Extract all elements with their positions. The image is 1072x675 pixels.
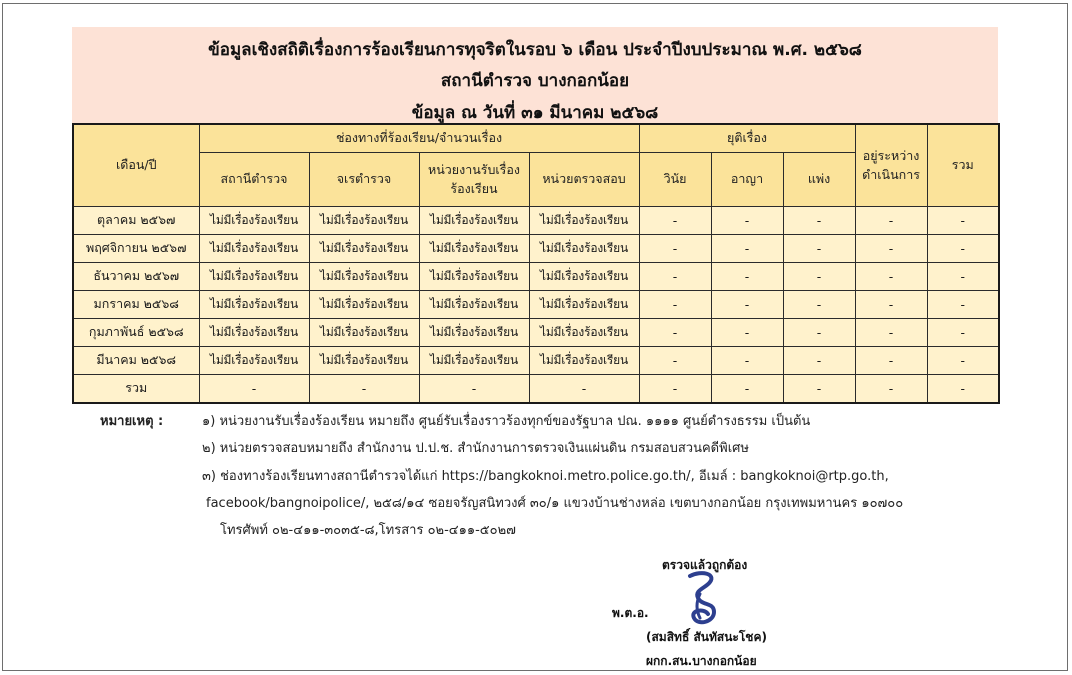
header-audit-agency: หน่วยตรวจสอบ — [529, 152, 639, 206]
notes-label: หมายเหตุ : — [100, 414, 164, 429]
cell-police-officer: ไม่มีเรื่องร้องเรียน — [309, 206, 419, 234]
header-concluded-group: ยุติเรื่อง — [639, 124, 855, 152]
cell-in-progress: - — [855, 318, 927, 346]
total-label: รวม — [73, 374, 199, 403]
header-channels-group: ช่องทางที่ร้องเรียน/จำนวนเรื่อง — [199, 124, 639, 152]
cell-disciplinary: - — [639, 318, 711, 346]
cell-civil: - — [783, 318, 855, 346]
cell-total: - — [927, 234, 999, 262]
cell-total: - — [927, 290, 999, 318]
header-disciplinary: วินัย — [639, 152, 711, 206]
cell-audit-agency: ไม่มีเรื่องร้องเรียน — [529, 346, 639, 374]
cell-police-station: ไม่มีเรื่องร้องเรียน — [199, 206, 309, 234]
cell-complaint-agency: ไม่มีเรื่องร้องเรียน — [419, 318, 529, 346]
total-complaint-agency: - — [419, 374, 529, 403]
cell-criminal: - — [711, 318, 783, 346]
total-audit-agency: - — [529, 374, 639, 403]
cell-civil: - — [783, 206, 855, 234]
cell-audit-agency: ไม่มีเรื่องร้องเรียน — [529, 318, 639, 346]
table-row — [73, 318, 999, 346]
header-civil: แพ่ง — [783, 152, 855, 206]
table-row — [73, 262, 999, 290]
cell-criminal: - — [711, 262, 783, 290]
complaint-statistics-table — [72, 123, 1000, 404]
row-month: ธันวาคม ๒๕๖๗ — [73, 262, 199, 290]
cell-criminal: - — [711, 346, 783, 374]
cell-audit-agency: ไม่มีเรื่องร้องเรียน — [529, 262, 639, 290]
header-month-year: เดือน/ปี — [73, 124, 199, 206]
cell-in-progress: - — [855, 234, 927, 262]
cell-criminal: - — [711, 234, 783, 262]
cell-police-officer: ไม่มีเรื่องร้องเรียน — [309, 234, 419, 262]
signature-mark — [676, 568, 728, 628]
header-criminal: อาญา — [711, 152, 783, 206]
total-total: - — [927, 374, 999, 403]
cell-total: - — [927, 262, 999, 290]
cell-police-station: ไม่มีเรื่องร้องเรียน — [199, 290, 309, 318]
cell-police-officer: ไม่มีเรื่องร้องเรียน — [309, 262, 419, 290]
row-month: ตุลาคม ๒๕๖๗ — [73, 206, 199, 234]
cell-police-officer: ไม่มีเรื่องร้องเรียน — [309, 346, 419, 374]
cell-total: - — [927, 318, 999, 346]
total-police-station: - — [199, 374, 309, 403]
cell-complaint-agency: ไม่มีเรื่องร้องเรียน — [419, 234, 529, 262]
cell-complaint-agency: ไม่มีเรื่องร้องเรียน — [419, 206, 529, 234]
report-title: ข้อมูลเชิงสถิติเรื่องการร้องเรียนการทุจริตในรอบ ๖ เดือน ประจำปีงบประมาณ พ.ศ. ๒๕๖๘ — [208, 40, 862, 60]
cell-audit-agency: ไม่มีเรื่องร้องเรียน — [529, 290, 639, 318]
header-police-station: สถานีตำรวจ — [199, 152, 309, 206]
cell-police-station: ไม่มีเรื่องร้องเรียน — [199, 234, 309, 262]
cell-criminal: - — [711, 206, 783, 234]
row-month: มกราคม ๒๕๖๘ — [73, 290, 199, 318]
header-police-officer: จเรตำรวจ — [309, 152, 419, 206]
total-criminal: - — [711, 374, 783, 403]
cell-disciplinary: - — [639, 346, 711, 374]
cell-police-officer: ไม่มีเรื่องร้องเรียน — [309, 318, 419, 346]
total-row — [73, 374, 999, 403]
table-row — [73, 290, 999, 318]
signer-rank: พ.ต.อ. — [612, 606, 649, 620]
total-civil: - — [783, 374, 855, 403]
cell-complaint-agency: ไม่มีเรื่องร้องเรียน — [419, 262, 529, 290]
table-row — [73, 206, 999, 234]
station-name: สถานีตำรวจ บางกอกน้อย — [440, 71, 630, 91]
header-total: รวม — [927, 124, 999, 206]
cell-civil: - — [783, 346, 855, 374]
cell-audit-agency: ไม่มีเรื่องร้องเรียน — [529, 234, 639, 262]
cell-audit-agency: ไม่มีเรื่องร้องเรียน — [529, 206, 639, 234]
cell-in-progress: - — [855, 290, 927, 318]
cell-disciplinary: - — [639, 262, 711, 290]
cell-police-station: ไม่มีเรื่องร้องเรียน — [199, 318, 309, 346]
cell-in-progress: - — [855, 262, 927, 290]
row-month: กุมภาพันธ์ ๒๕๖๘ — [73, 318, 199, 346]
cell-civil: - — [783, 290, 855, 318]
signer-position: ผกก.สน.บางกอกน้อย — [646, 654, 757, 668]
signer-name: (สมสิทธิ์ สันทัสนะโชค) — [646, 630, 767, 644]
row-month: มีนาคม ๒๕๖๘ — [73, 346, 199, 374]
note-3-line-3: โทรศัพท์ ๐๒-๔๑๑-๓๐๓๕-๘,โทรสาร ๐๒-๔๑๑-๕๐๒๗ — [220, 523, 516, 538]
cell-police-station: ไม่มีเรื่องร้องเรียน — [199, 346, 309, 374]
cell-in-progress: - — [855, 346, 927, 374]
cell-criminal: - — [711, 290, 783, 318]
header-complaint-agency: หน่วยงานรับเรื่องร้องเรียน — [419, 152, 529, 206]
verified-text: ตรวจแล้วถูกต้อง — [662, 558, 748, 572]
data-date: ข้อมูล ณ วันที่ ๓๑ มีนาคม ๒๕๖๘ — [411, 103, 659, 123]
note-2: ๒) หน่วยตรวจสอบหมายถึง สำนักงาน ป.ป.ช. สำนักงานการตรวจเงินแผ่นดิน กรมสอบสวนคดีพิเศษ — [202, 441, 749, 456]
cell-disciplinary: - — [639, 206, 711, 234]
header-in-progress: อยู่ระหว่างดำเนินการ — [855, 124, 927, 206]
cell-complaint-agency: ไม่มีเรื่องร้องเรียน — [419, 290, 529, 318]
table-row — [73, 346, 999, 374]
table-row — [73, 234, 999, 262]
total-police-officer: - — [309, 374, 419, 403]
total-in-progress: - — [855, 374, 927, 403]
cell-disciplinary: - — [639, 234, 711, 262]
note-3-line-1: ๓) ช่องทางร้องเรียนทางสถานีตำรวจได้แก่ https://bangkoknoi.metro.police.go.th/, อีเมล์ : bangkoknoi@rtp.go.th, — [202, 469, 889, 484]
note-3-line-2: facebook/bangnoipolice/, ๒๕๘/๑๔ ซอยจรัญสนิทวงศ์ ๓๐/๑ แขวงบ้านช่างหล่อ เขตบางกอกน้อย กรุงเทพมหานคร ๑๐๗๐๐ — [206, 496, 904, 511]
cell-total: - — [927, 346, 999, 374]
row-month: พฤศจิกายน ๒๕๖๗ — [73, 234, 199, 262]
cell-police-officer: ไม่มีเรื่องร้องเรียน — [309, 290, 419, 318]
total-disciplinary: - — [639, 374, 711, 403]
cell-disciplinary: - — [639, 290, 711, 318]
cell-total: - — [927, 206, 999, 234]
cell-police-station: ไม่มีเรื่องร้องเรียน — [199, 262, 309, 290]
note-1: ๑) หน่วยงานรับเรื่องร้องเรียน หมายถึง ศูนย์รับเรื่องราวร้องทุกข์ของรัฐบาล ปณ. ๑๑๑๑ ศูนย์ดำรงธรรม เป็นต้น — [202, 414, 811, 429]
title-banner — [72, 27, 998, 123]
cell-complaint-agency: ไม่มีเรื่องร้องเรียน — [419, 346, 529, 374]
cell-civil: - — [783, 234, 855, 262]
cell-civil: - — [783, 262, 855, 290]
cell-in-progress: - — [855, 206, 927, 234]
